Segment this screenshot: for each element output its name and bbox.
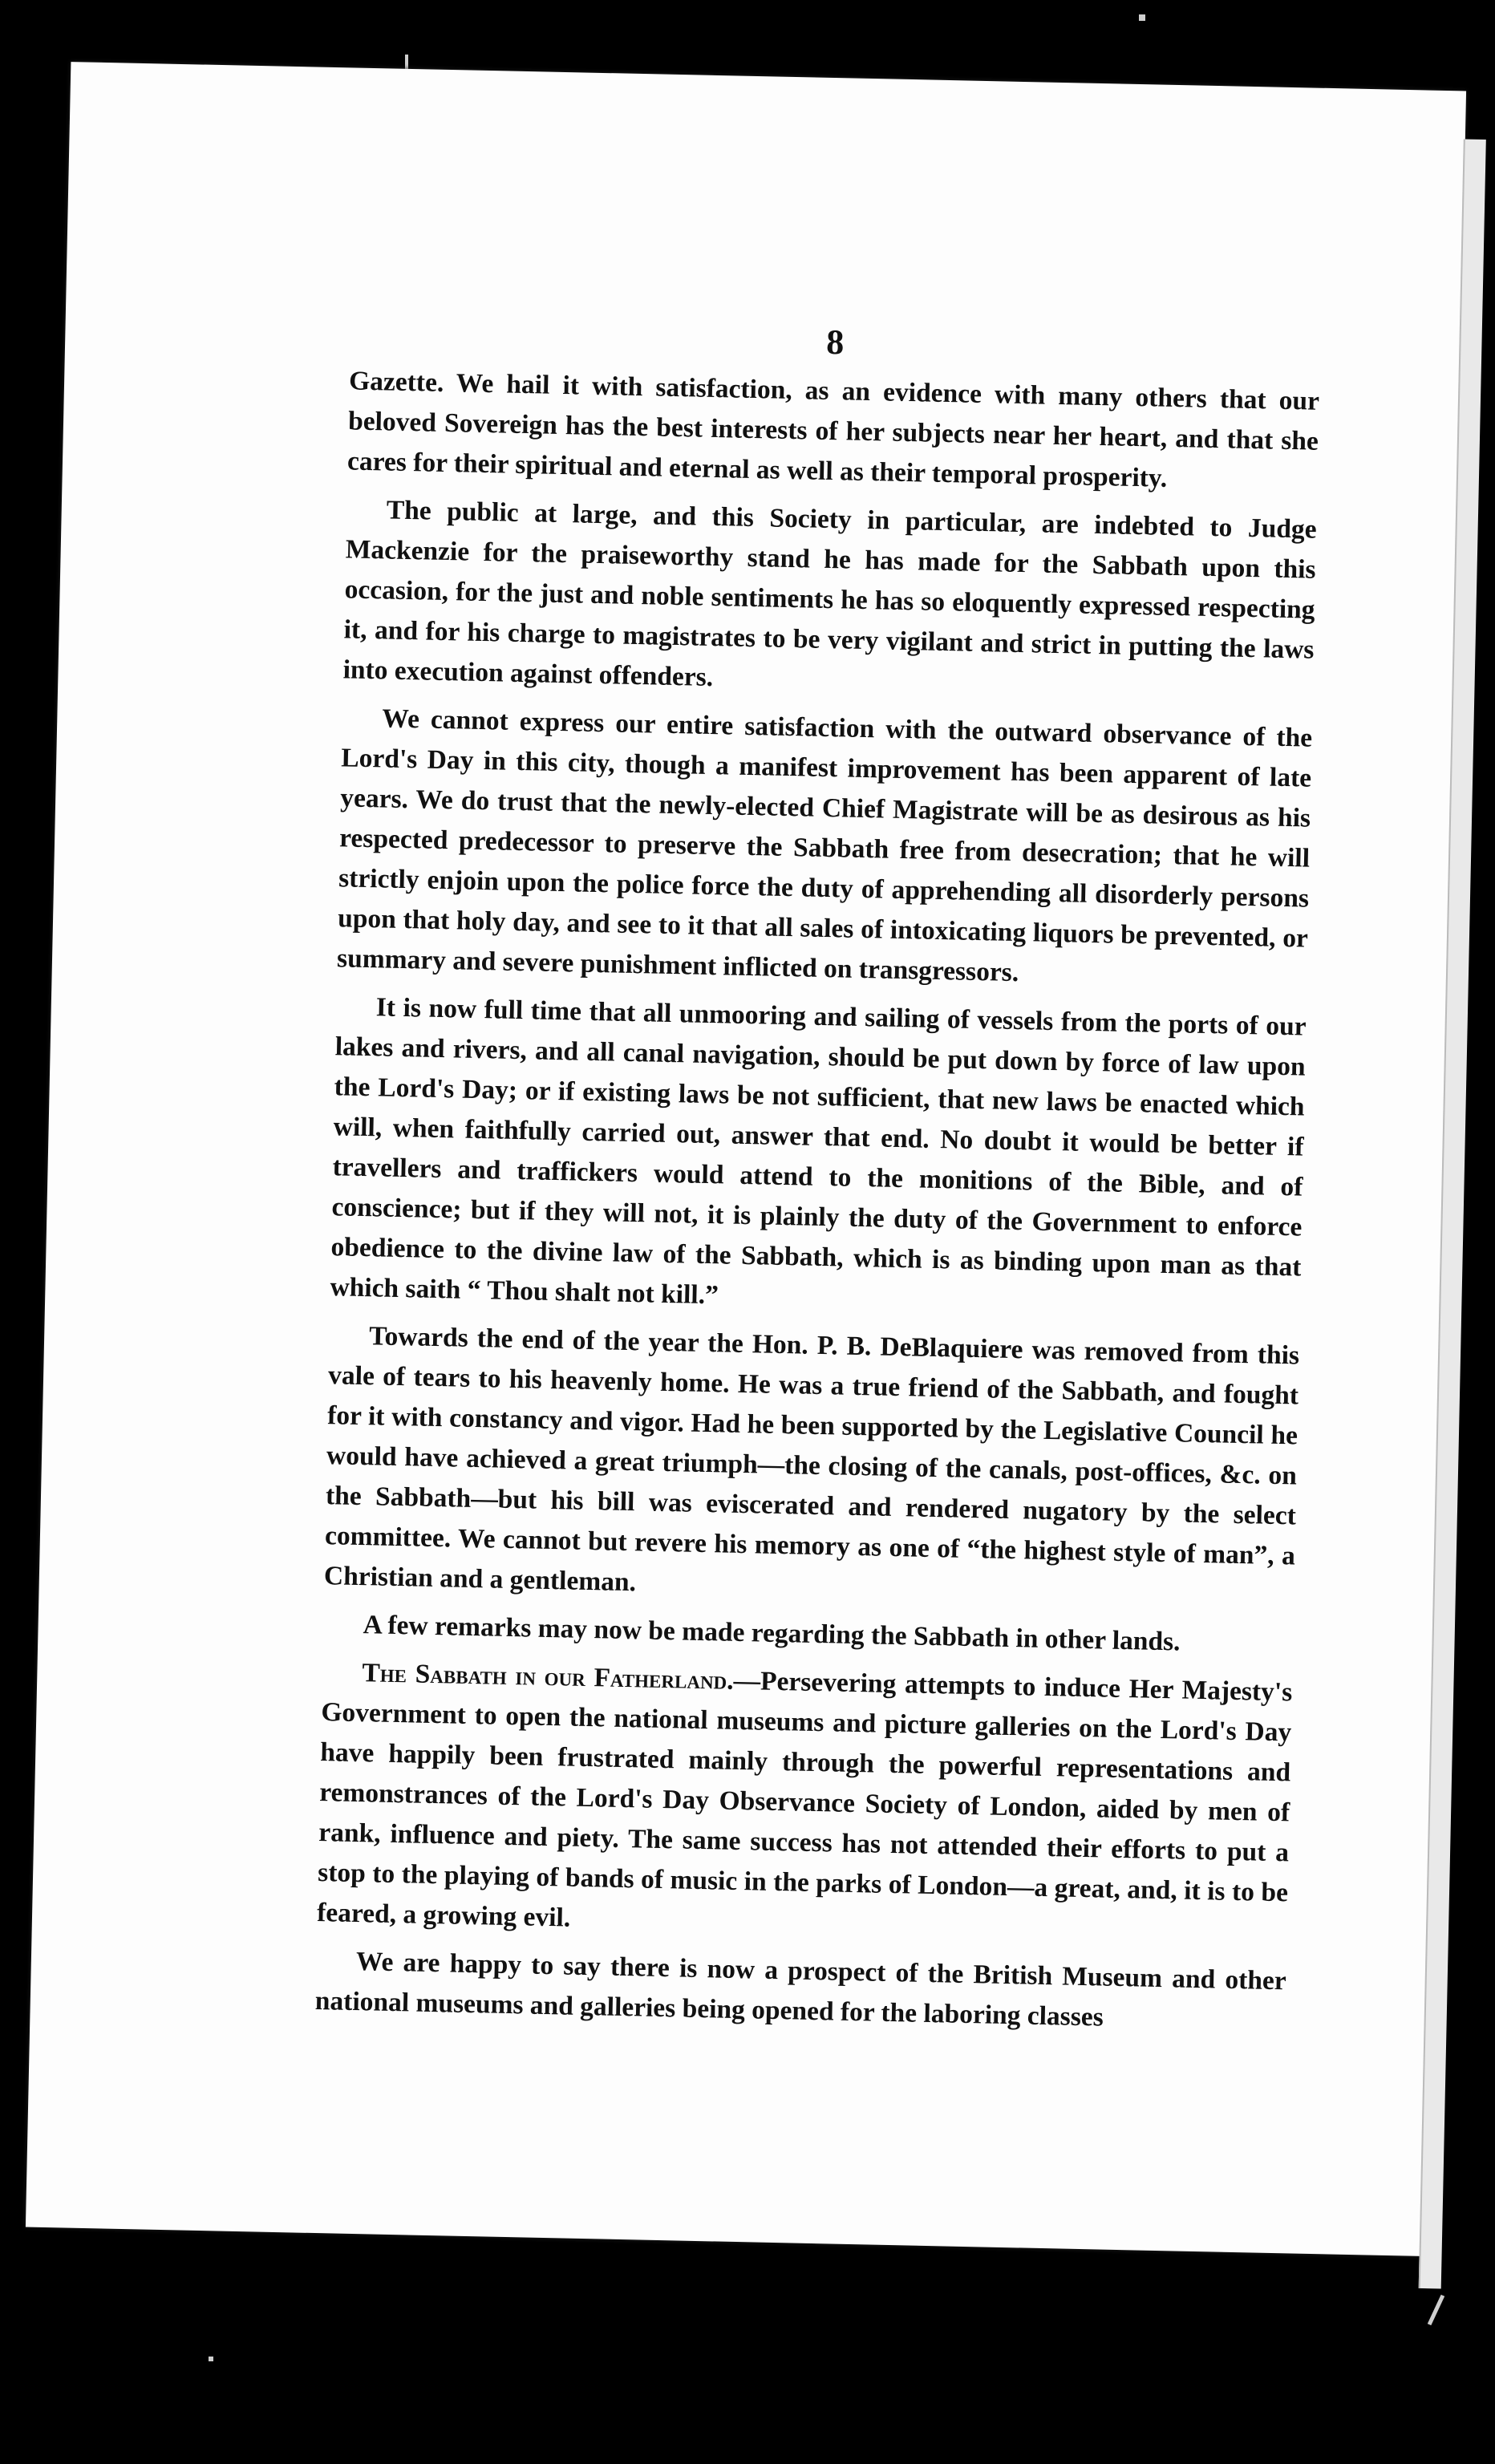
- paragraph: A few remarks may now be made regarding the Sabbath in other lands.: [363, 1610, 1181, 1657]
- page-edge-shadow: [1419, 139, 1486, 2288]
- paragraph: Towards the end of the year the Hon. P. B. DeBlaquiere was removed from this vale of tears to his heavenly home. He was a true friend of the Sabbath, and fought for it with constancy and vigor. Had he been supported by the Legislative Council he would have achieved a great triumph—the closing of the canals, post-offices, &c. on the Sabbath—but his bill was eviscerated and rendered nugatory by the select committee. We cannot but revere his memory as one of “the highest style of man”, a Christian and a gentleman.: [323, 1321, 1300, 1598]
- paragraph-with-heading: [317, 1652, 1293, 1953]
- paragraph: It is now full time that all unmooring and sailing of vessels from the ports of our lakes and rivers, and all canal navigation, should be put down by force of law upon the Lord's Day; or if existing laws be not sufficient, that new laws be enacted which will, when faithfully carried out, answer that end. No doubt it would be better if travellers and traffickers would attend to the monitions of the Bible, and of conscience; but if they will not, it is plainly the duty of the Government to enforce obedience to the divine law of the Sabbath, which is as binding upon man as that which saith “ Thou shalt not kill.”: [330, 992, 1307, 1311]
- document-page: [26, 62, 1466, 2256]
- page-body: [314, 308, 1321, 2049]
- paragraph: The public at large, and this Society in particular, are indebted to Judge Mackenzie for the praiseworthy stand he has made for the Sabbath upon this occasion, for the just and noble sentiments he has so eloquently expressed respecting it, and for his charge to magistrates to be very vigilant and strict in putting the laws into execution against offenders.: [342, 495, 1317, 693]
- scan-speck: [1139, 14, 1145, 21]
- paragraph: Gazette. We hail it with satisfaction, as an evidence with many others that our beloved Sovereign has the best interests of her subjects near her heart, and that she cares for their spiritual and eternal as well as their temporal prosperity.: [346, 366, 1320, 493]
- scan-speck: [1428, 2295, 1444, 2325]
- scan-speck: [209, 2357, 213, 2361]
- section-heading: The Sabbath in our Fatherland.: [362, 1658, 735, 1696]
- paragraph: We cannot express our entire satisfaction with the outward observance of the Lord's Day in this city, though a manifest improvement has been apparent of late years. We do trust that the newly-elected Chief Magistrate will be as desirous as his respected predecessor to preserve the Sabbath free from desecration; that he will strictly enjoin upon the police force the duty of apprehending all disorderly persons upon that holy day, and see to it that all sales of intoxicating liquors be prevented, or summary and severe punishment inflicted on transgressors.: [336, 703, 1313, 988]
- page-number: 8: [825, 322, 845, 363]
- paragraph-text: —Persevering attempts to induce Her Majesty's Government to open the national museums and picture galleries on the Lord's Day have happily been frustrated mainly through the powerful representations and remonstrances of the Lord's Day Observance Society of London, aided by men of rank, influence and piety. The same success has not attended their efforts to put a stop to the playing of bands of music in the parks of London—a great, and, it is to be feared, a growing evil.: [316, 1665, 1293, 1933]
- paragraph: We are happy to say there is now a prospect of the British Museum and other national museums and galleries being opened for the laboring classes: [314, 1947, 1287, 2032]
